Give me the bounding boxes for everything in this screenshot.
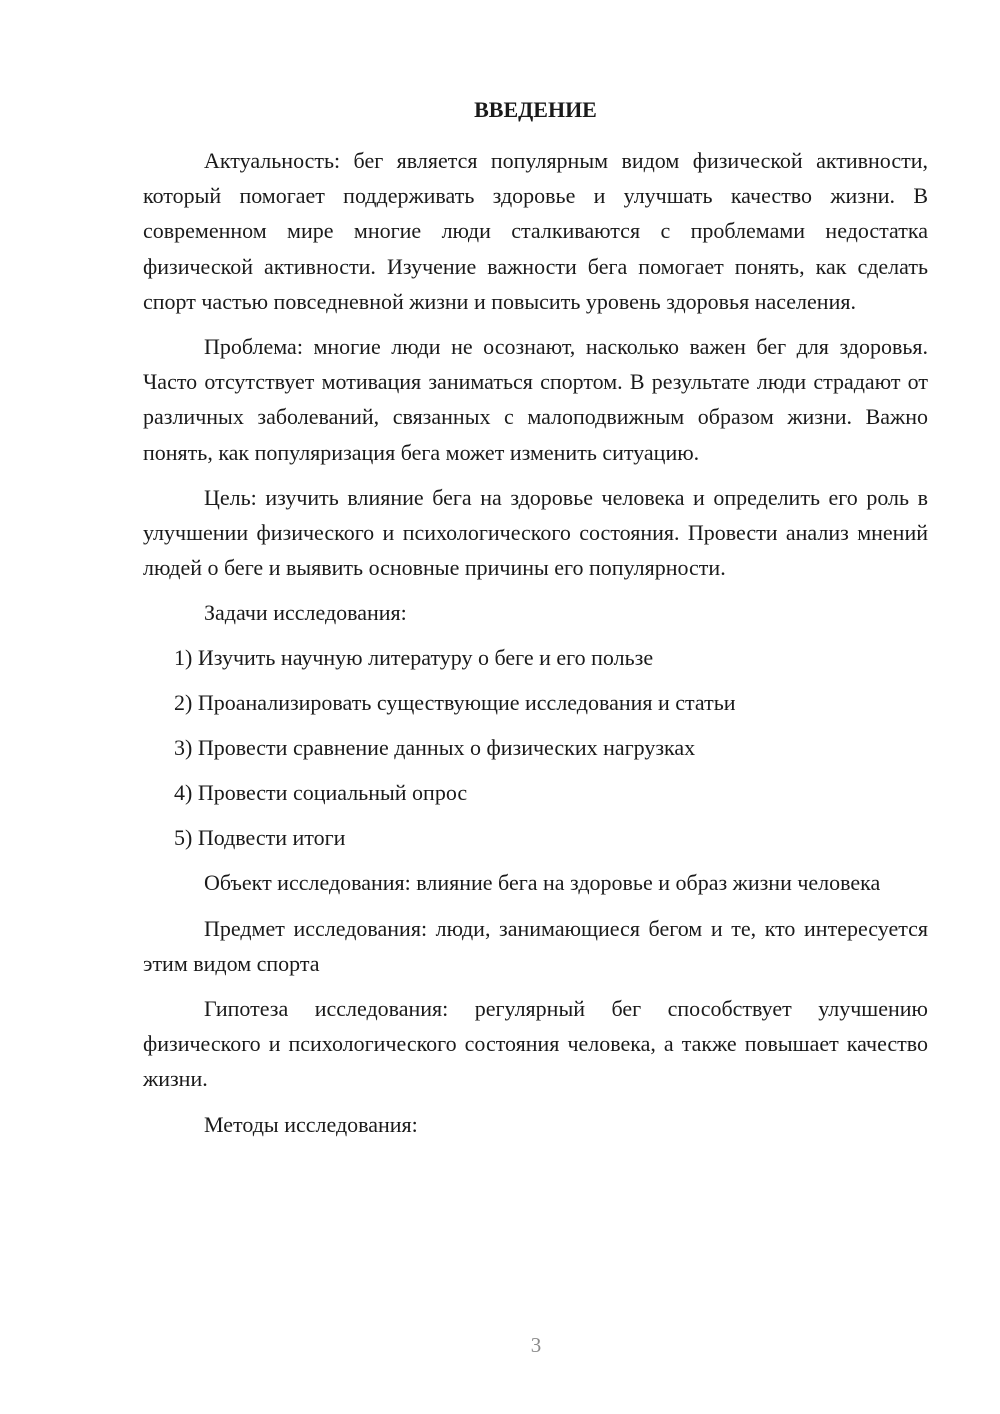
tasks-label: Задачи исследования: [204,600,407,626]
object-paragraph: Объект исследования: влияние бега на здоровье и образ жизни человека [204,870,881,896]
goal-paragraph: Цель: изучить влияние бега на здоровье человека и определить его роль в улучшении физического и психологического состояния. Провести анализ мнений людей о беге и выявить основные причины его популярности. [143,484,928,581]
task-item: 1) Изучить научную литературу о беге и его пользе [174,645,654,671]
task-item: 4) Провести социальный опрос [174,780,468,806]
task-item: 5) Подвести итоги [174,825,346,851]
problem-paragraph: Проблема: многие люди не осознают, насколько важен бег для здоровья. Часто отсутствует мотивация заниматься спортом. В результате люди страдают от различных заболеваний, связанных с малоподвижным образом жизни. Важно понять, как популяризация бега может изменить ситуацию. [143,334,928,465]
subject-paragraph: Предмет исследования: люди, занимающиеся бегом и те, кто интересуется этим видом спорта [143,915,928,976]
task-item: 2) Проанализировать существующие исследования и статьи [174,690,736,716]
document-page [143,95,928,1152]
page-number: 3 [530,1333,542,1357]
task-item: 3) Провести сравнение данных о физических нагрузках [174,735,696,761]
section-heading: ВВЕДЕНИЕ [474,97,597,122]
relevance-paragraph: Актуальность: бег является популярным видом физической активности, который помогает поддерживать здоровье и улучшать качество жизни. В современном мире многие люди сталкиваются с проблемами недостатка физической активности. Изучение важности бега помогает понять, как сделать спорт частью повседневной жизни и повысить уровень здоровья населения. [143,148,928,314]
methods-label: Методы исследования: [204,1111,418,1137]
tasks-list [143,640,928,855]
hypothesis-paragraph: Гипотеза исследования: регулярный бег способствует улучшению физического и психологического состояния человека, а также повышает качество жизни. [143,996,928,1092]
